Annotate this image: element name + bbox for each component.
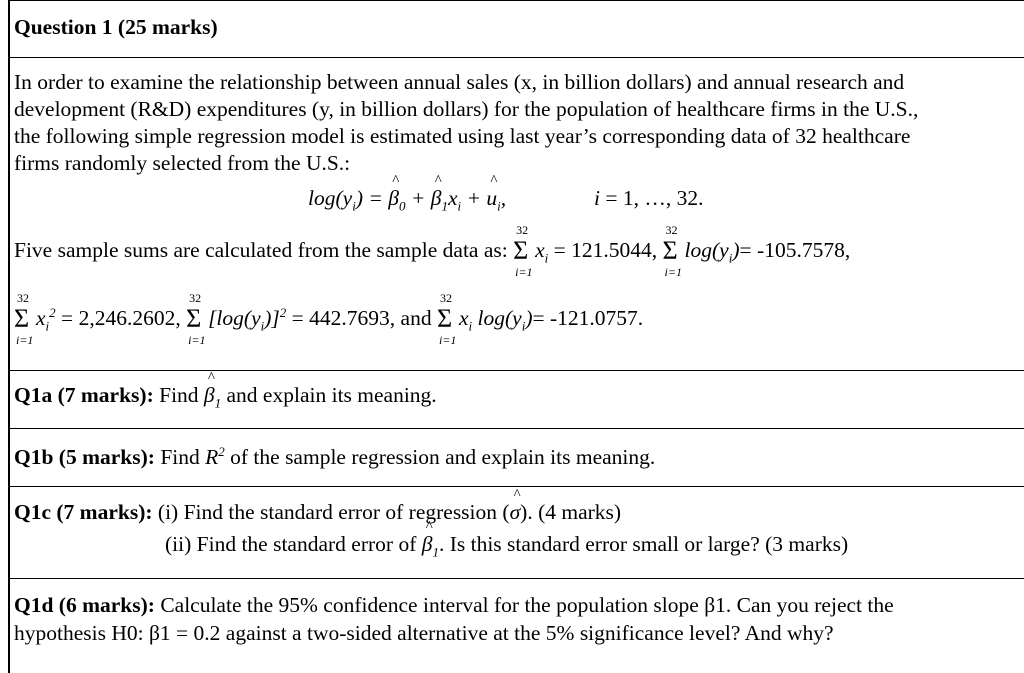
sum-symbol: 32 Σ i=1 [436, 291, 457, 348]
divider-5 [8, 578, 1024, 579]
q1c-part-i: Q1c (7 marks): (i) Find the standard error of regression (^ σ). (4 marks) [14, 502, 621, 524]
q1d-line-1: Q1d (6 marks): Calculate the 95% confidence interval for the population slope β1. Can you reject the [14, 593, 894, 617]
index-range: i = 1, …, 32. [594, 186, 704, 210]
sum-symbol: 32 Σ i=1 [186, 291, 206, 348]
sums-line-2: 32 Σ i=1 $x_i^2 = 2,246.2602$, 32 Σ i=1 $[\log(y_i)]^2 = 442.7693$, and 32 Σ i=1 $x_i$ $\log(y_i)= -121.0757$. [14, 291, 644, 348]
regression-equation: $\log(y_i)$ = ^ $\beta_0$ + ^ $\beta_1x_i$ + ^ $u_i$, [308, 188, 506, 212]
q1b: Q1b (5 marks): Find $R^2$ of the sample regression and explain its meaning. [14, 444, 656, 470]
sum-symbol: 32 Σ i=1 [14, 291, 34, 348]
intro-line-3: the following simple regression model is estimated using last year’s corresponding data of 32 healthcare [14, 124, 911, 148]
q1d-line-2: hypothesis H0: β1 = 0.2 against a two-sided alternative at the 5% significance level? And why? [14, 621, 834, 645]
sum-symbol: 32 Σ i=1 [513, 223, 533, 280]
divider-2 [8, 370, 1024, 371]
divider-1 [8, 57, 1024, 58]
divider-3 [8, 428, 1024, 429]
top-rule [8, 0, 1024, 1]
question-title: Question 1 (25 marks) [14, 15, 218, 39]
intro-line-4: firms randomly selected from the U.S.: [14, 151, 351, 175]
intro-line-2: development (R&D) expenditures (y, in billion dollars) for the population of healthcare firms in the U.S., [14, 97, 919, 121]
q1c-part-ii: (ii) Find the standard error of ^ $\beta_1$. Is this standard error small or large? (3 marks) [165, 534, 848, 558]
sums-line-1: Five sample sums are calculated from the sample data as: 32 Σ i=1 $x_i = 121.5044$, 32 Σ i=1 $\log(y_i)= -105.7578$, [14, 223, 851, 280]
intro-line-1: In order to examine the relationship between annual sales (x, in billion dollars) and annual research and [14, 70, 905, 94]
sum-symbol: 32 Σ i=1 [662, 223, 682, 280]
q1a: Q1a (7 marks): Find ^ $\beta_1$ and explain its meaning. [14, 385, 437, 409]
